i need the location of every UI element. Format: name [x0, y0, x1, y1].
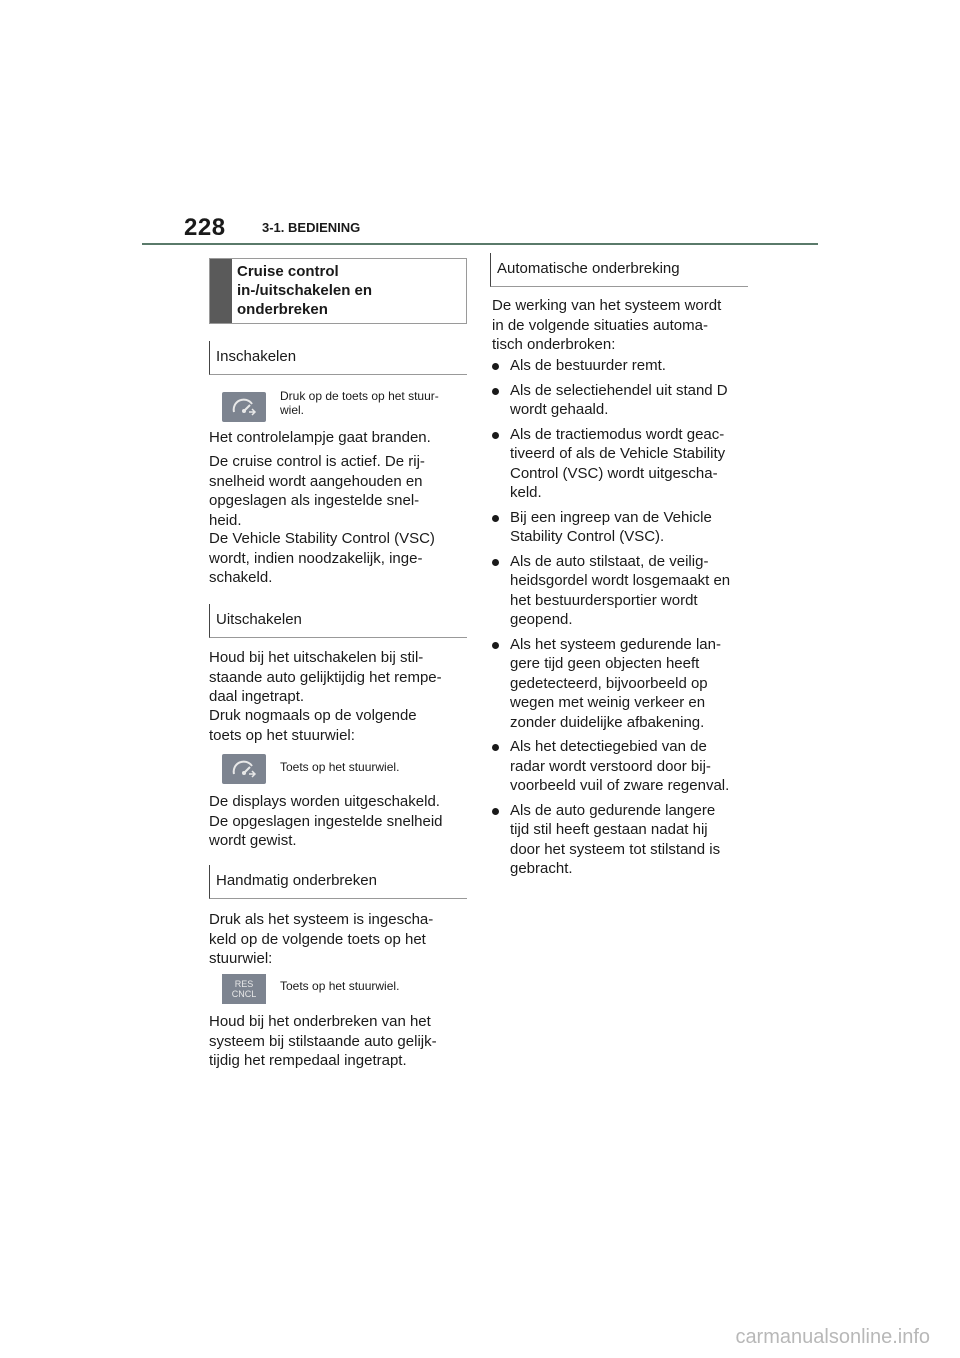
paragraph: De Vehicle Stability Control (VSC) wordt, indien noodzakelijk, inge- schakeld.	[209, 530, 435, 586]
list-item: Als de bestuurder remt.	[492, 356, 762, 376]
list-item: Als de tractiemodus wordt geac- tiveerd of als de Vehicle Stability Control (VSC) wordt uitgescha- keld.	[492, 425, 762, 503]
list-item: Als het systeem gedurende lan- gere tijd geen objecten heeft gedetecteerd, bijvoorbeeld op wegen met weinig verkeer en zonder duidelijke afbakening.	[492, 635, 762, 733]
key1-caption: Druk op de toets op het stuur- wiel.	[280, 389, 439, 417]
cruise-control-key-icon	[222, 754, 266, 784]
paragraph: Druk nogmaals op de volgende toets op het stuurwiel:	[209, 707, 417, 744]
key3-caption: Toets op het stuurwiel.	[280, 979, 400, 993]
paragraph: Druk als het systeem is ingescha- keld op de volgende toets op het stuurwiel:	[209, 911, 434, 967]
paragraph: De werking van het systeem wordt in de volgende situaties automa- tisch onderbroken:	[492, 297, 722, 353]
section-title: 3-1. BEDIENING	[262, 220, 361, 235]
cruise-control-key-icon	[222, 392, 266, 422]
page-number: 228	[184, 214, 226, 241]
subheading-handmatig: Handmatig onderbreken	[209, 865, 467, 899]
bullet-icon	[492, 559, 499, 566]
section-heading-box	[209, 258, 467, 324]
bullet-list	[492, 356, 762, 884]
bullet-icon	[492, 515, 499, 522]
subheading-inschakelen: Inschakelen	[209, 341, 467, 375]
list-item: Bij een ingreep van de Vehicle Stability Control (VSC).	[492, 508, 762, 547]
list-item: Als het detectiegebied van de radar wordt verstoord door bij- voorbeeld vuil of zware regenval.	[492, 737, 762, 796]
list-item: Als de selectiehendel uit stand D wordt gehaald.	[492, 381, 762, 420]
paragraph: De displays worden uitgeschakeld. De opgeslagen ingestelde snelheid wordt gewist.	[209, 793, 443, 849]
bullet-icon	[492, 363, 499, 370]
heading-bar	[210, 259, 232, 323]
paragraph: Het controlelampje gaat branden.	[209, 429, 431, 446]
bullet-icon	[492, 388, 499, 395]
res-cncl-key: RES CNCL	[222, 974, 266, 1004]
list-item: Als de auto stilstaat, de veilig- heidsgordel wordt losgemaakt en het bestuurdersportier wordt geopend.	[492, 552, 762, 630]
paragraph: De cruise control is actief. De rij- snelheid wordt aangehouden en opgeslagen als ingestelde snel- heid.	[209, 453, 425, 529]
bullet-icon	[492, 642, 499, 649]
section-heading: Cruise control in-/uitschakelen en onderbreken	[237, 263, 373, 318]
header-rule	[142, 243, 818, 245]
subheading-automatische: Automatische onderbreking	[490, 253, 748, 287]
subheading-uitschakelen: Uitschakelen	[209, 604, 467, 638]
paragraph: Houd bij het uitschakelen bij stil- staande auto gelijktijdig het rempe- daal ingetrapt.	[209, 649, 442, 705]
paragraph: Houd bij het onderbreken van het systeem bij stilstaande auto gelijk- tijdig het rempedaal ingetrapt.	[209, 1013, 437, 1069]
watermark: carmanualsonline.info	[735, 1326, 930, 1348]
list-item: Als de auto gedurende langere tijd stil heeft gestaan nadat hij door het systeem tot stilstand is gebracht.	[492, 801, 762, 879]
key2-caption: Toets op het stuurwiel.	[280, 760, 400, 774]
bullet-icon	[492, 808, 499, 815]
bullet-icon	[492, 744, 499, 751]
bullet-icon	[492, 432, 499, 439]
